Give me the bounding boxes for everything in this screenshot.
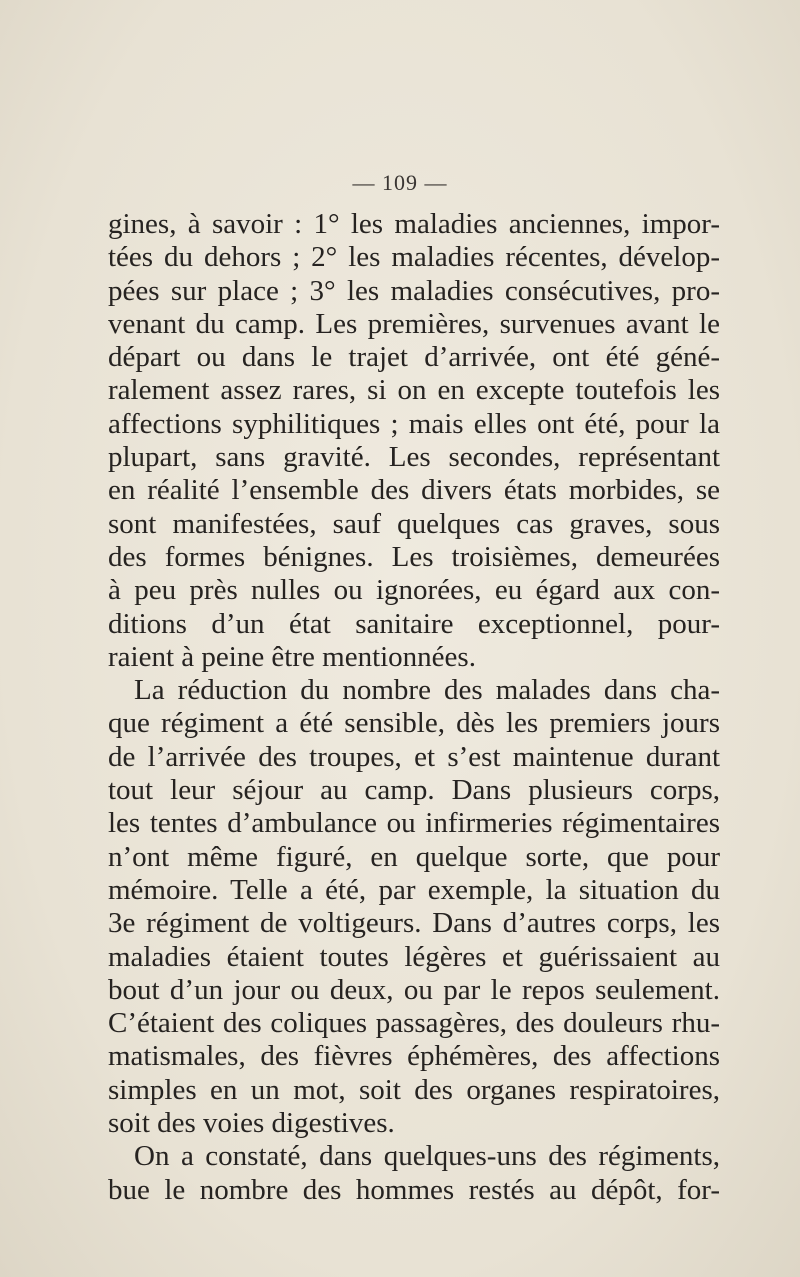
text-line: ralement assez rares, si on en excepte toutefois les (108, 374, 720, 407)
text-line: en réalité l’ensemble des divers états morbides, se (108, 474, 720, 507)
text-line: ditions d’un état sanitaire exceptionnel, pour- (108, 607, 720, 640)
text-line: les tentes d’ambulance ou infirmeries régimentaires (108, 807, 720, 840)
text-line: à peu près nulles ou ignorées, eu égard aux con- (108, 574, 720, 607)
text-line: simples en un mot, soit des organes respiratoires, (108, 1073, 720, 1106)
text-line: des formes bénignes. Les troisièmes, demeurées (108, 540, 720, 573)
text-line: pées sur place ; 3° les maladies consécutives, pro- (108, 274, 720, 307)
text-line: bue le nombre des hommes restés au dépôt, for- (108, 1173, 720, 1206)
text-line: maladies étaient toutes légères et guérissaient au (108, 940, 720, 973)
text-line: La réduction du nombre des malades dans cha- (134, 674, 720, 707)
text-line: raient à peine être mentionnées. (108, 640, 476, 673)
text-line: n’ont même figuré, en quelque sorte, que pour (108, 840, 720, 873)
text-line: tout leur séjour au camp. Dans plusieurs corps, (108, 774, 720, 807)
text-line: que régiment a été sensible, dès les premiers jours (108, 707, 720, 740)
text-line: soit des voies digestives. (108, 1107, 395, 1140)
text-line: tées du dehors ; 2° les maladies récentes, dévelop- (108, 241, 720, 274)
text-line: de l’arrivée des troupes, et s’est maintenue durant (108, 740, 720, 773)
text-line: plupart, sans gravité. Les secondes, représentant (108, 441, 720, 474)
text-line: 3e régiment de voltigeurs. Dans d’autres corps, les (108, 907, 720, 940)
text-line: sont manifestées, sauf quelques cas graves, sous (108, 507, 720, 540)
text-line: bout d’un jour ou deux, ou par le repos seulement. (108, 973, 720, 1006)
text-line: départ ou dans le trajet d’arrivée, ont été géné- (108, 341, 720, 374)
text-line: matismales, des fièvres éphémères, des affections (108, 1040, 720, 1073)
page-number: — 109 — (352, 170, 448, 195)
text-line: affections syphilitiques ; mais elles ont été, pour la (108, 407, 720, 440)
text-line: mémoire. Telle a été, par exemple, la situation du (108, 873, 720, 906)
text-line: C’étaient des coliques passagères, des douleurs rhu- (108, 1007, 720, 1040)
text-line: venant du camp. Les premières, survenues avant le (108, 307, 720, 340)
text-line: On a constaté, dans quelques-uns des régiments, (134, 1140, 720, 1173)
text-line: gines, à savoir : 1° les maladies anciennes, impor- (108, 208, 720, 240)
body-text (108, 208, 720, 1207)
